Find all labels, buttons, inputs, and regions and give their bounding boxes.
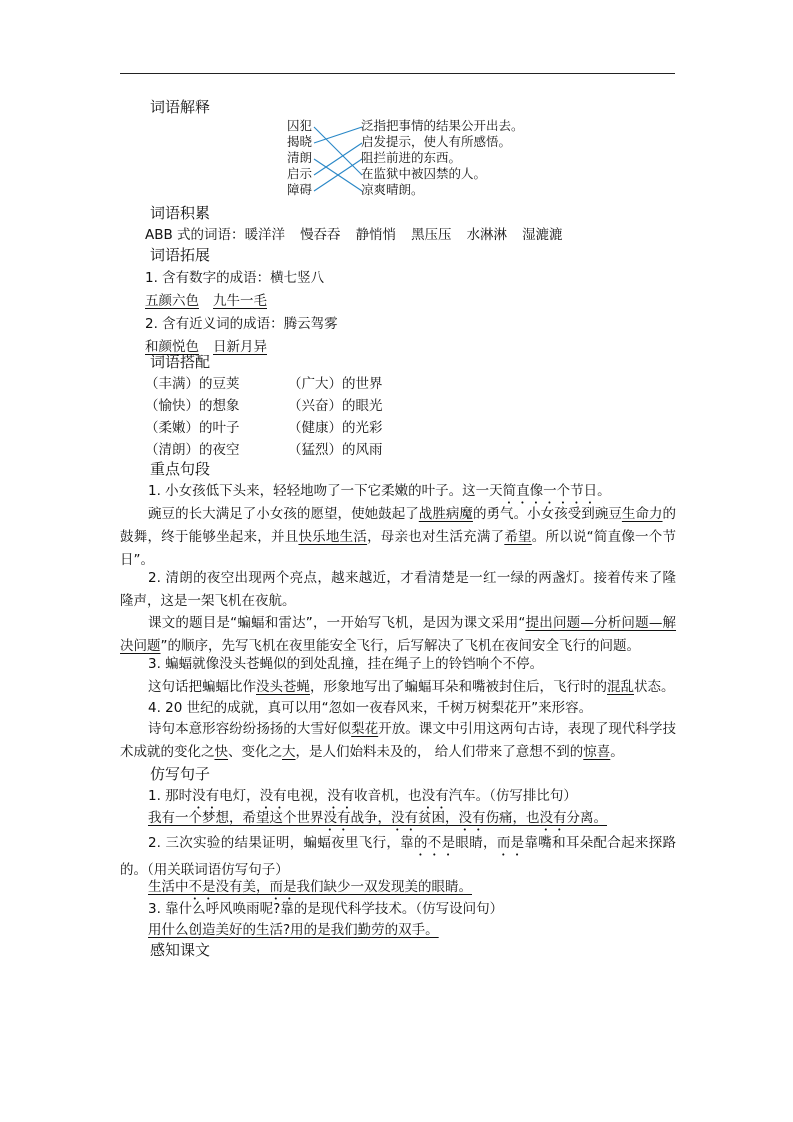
imitation-answer-2: 生活中不是没有美，而是我们缺少一双发现美的眼睛。	[148, 879, 472, 895]
key-sentence-2: 2. 清朗的夜空出现两个亮点，越来越近，才看清楚是一红一绿的两盏灯。接着传来了隆隆声，这是一架飞机在夜航。	[120, 570, 676, 609]
dapei-right: （健康）的光彩	[288, 420, 383, 436]
dapei-right: （猛烈）的风雨	[288, 442, 383, 458]
matching-meaning: 凉爽晴朗。	[361, 182, 424, 197]
heading-ciyu-jilei: 词语积累	[150, 204, 211, 222]
match-line	[314, 143, 362, 175]
heading-ganzhi-kewen: 感知课文	[150, 941, 211, 959]
matching-word: 揭晓	[287, 134, 313, 149]
abb-label: ABB 式的词语：	[145, 227, 245, 243]
idiom-answer: 五颜六色	[145, 293, 199, 309]
abb-word: 暖洋洋	[244, 227, 286, 243]
matching-meaning: 启发提示，使人有所感悟。	[361, 134, 512, 149]
heading-fangxie-juzi: 仿写句子	[150, 765, 211, 783]
matching-lines	[312, 118, 367, 198]
key-sentence-3: 3. 蝙蝠就像没头苍蝇似的到处乱撞，挂在绳子上的铃铛响个不停。	[148, 656, 544, 672]
imitation-question-3: 3. 靠什么呼风唤雨呢?靠的是现代科学技术。（仿写设问句）	[148, 901, 504, 917]
abb-word: 湿漉漉	[522, 227, 563, 243]
imitation-question-1: 1. 那时没有电灯，没有电视，没有收音机，也没有汽车。（仿写排比句）	[148, 788, 577, 804]
heading-ciyu-dapei: 词语搭配	[150, 353, 211, 371]
abb-words-line	[145, 226, 563, 244]
dapei-left: （柔嫩）的叶子	[145, 420, 240, 436]
heading-ciyu-jieshi: 词语解释	[150, 98, 211, 116]
matching-word: 障碍	[287, 182, 313, 197]
tuozhan-item-1: 1. 含有数字的成语：横七竖八	[145, 270, 325, 286]
tuozhan-answers-1	[145, 292, 267, 310]
idiom-answer: 九牛一毛	[213, 293, 267, 309]
dapei-right: （兴奋）的眼光	[288, 398, 383, 414]
tuozhan-item-2: 2. 含有近义词的成语：腾云驾雾	[145, 316, 338, 332]
heading-zhongdian-juduan: 重点句段	[150, 460, 211, 478]
matching-meaning: 在监狱中被囚禁的人。	[361, 166, 487, 181]
matching-word: 启示	[287, 166, 313, 181]
matching-meaning: 阻拦前进的东西。	[361, 150, 462, 165]
abb-word: 水淋淋	[466, 227, 508, 243]
matching-meanings	[361, 118, 524, 198]
idiom-answer: 日新月异	[213, 339, 267, 355]
analysis-4: 诗句本意形容纷纷扬扬的大雪好似梨花开放。课文中引用这两句古诗，表现了现代科学技术成就的变化之快、变化之大，是人们始料未及的， 给人们带来了意想不到的惊喜。	[120, 721, 677, 760]
dapei-right: （广大）的世界	[288, 376, 383, 392]
matching-word: 清朗	[287, 150, 313, 165]
imitation-answer-3: 用什么创造美好的生活?用的是我们勤劳的双手。	[148, 922, 439, 938]
analysis-2: 课文的题目是“蝙蝠和雷达”，一开始写飞机，是因为课文采用“提出问题—分析问题—解决问题”的顺序，先写飞机在夜里能安全飞行，后写解决了飞机在夜间安全飞行的问题。	[120, 615, 677, 654]
imitation-answer-1: 我有一个梦想，希望这个世界没有战争，没有贫困，没有伤痛，也没有分离。	[148, 810, 607, 826]
abb-word: 静悄悄	[355, 227, 397, 243]
matching-words	[287, 118, 312, 198]
key-sentence-1: 1. 小女孩低下头来，轻轻地吻了一下它柔嫩的叶子。这一天简直像一个节日。	[148, 483, 611, 499]
match-line	[314, 127, 362, 143]
idiom-answer: 和颜悦色	[145, 339, 199, 355]
key-sentence-4: 4. 20 世纪的成就，真可以用“忽如一夜春风来，千树万树梨花开”来形容。	[148, 700, 593, 716]
analysis-3: 这句话把蝙蝠比作没头苍蝇，形象地写出了蝙蝠耳朵和嘴被封住后，飞行时的混乱状态。	[148, 679, 675, 695]
matching-word: 囚犯	[287, 118, 313, 133]
abb-word: 黑压压	[411, 227, 452, 243]
abb-word: 慢吞吞	[300, 227, 341, 243]
heading-ciyu-tuozhan: 词语拓展	[150, 246, 211, 264]
imitation-question-2: 2. 三次实验的结果证明，蝙蝠夜里飞行，靠的不是眼睛，而是靠嘴和耳朵配合起来探路的。（用关联词语仿写句子）	[120, 835, 677, 878]
dapei-left: （丰满）的豆荚	[145, 376, 240, 392]
analysis-1: 豌豆的长大满足了小女孩的愿望，使她鼓起了战胜病魔的勇气。小女孩受到豌豆生命力的鼓舞，终于能够坐起来，并且快乐地生活，母亲也对生活充满了希望。所以说“简直像一个节日”。	[120, 506, 677, 568]
header-rule	[120, 73, 675, 74]
dapei-left: （愉快）的想象	[145, 398, 240, 414]
dapei-left: （清朗）的夜空	[145, 442, 240, 458]
match-line	[314, 127, 362, 175]
matching-meaning: 泛指把事情的结果公开出去。	[361, 118, 524, 133]
